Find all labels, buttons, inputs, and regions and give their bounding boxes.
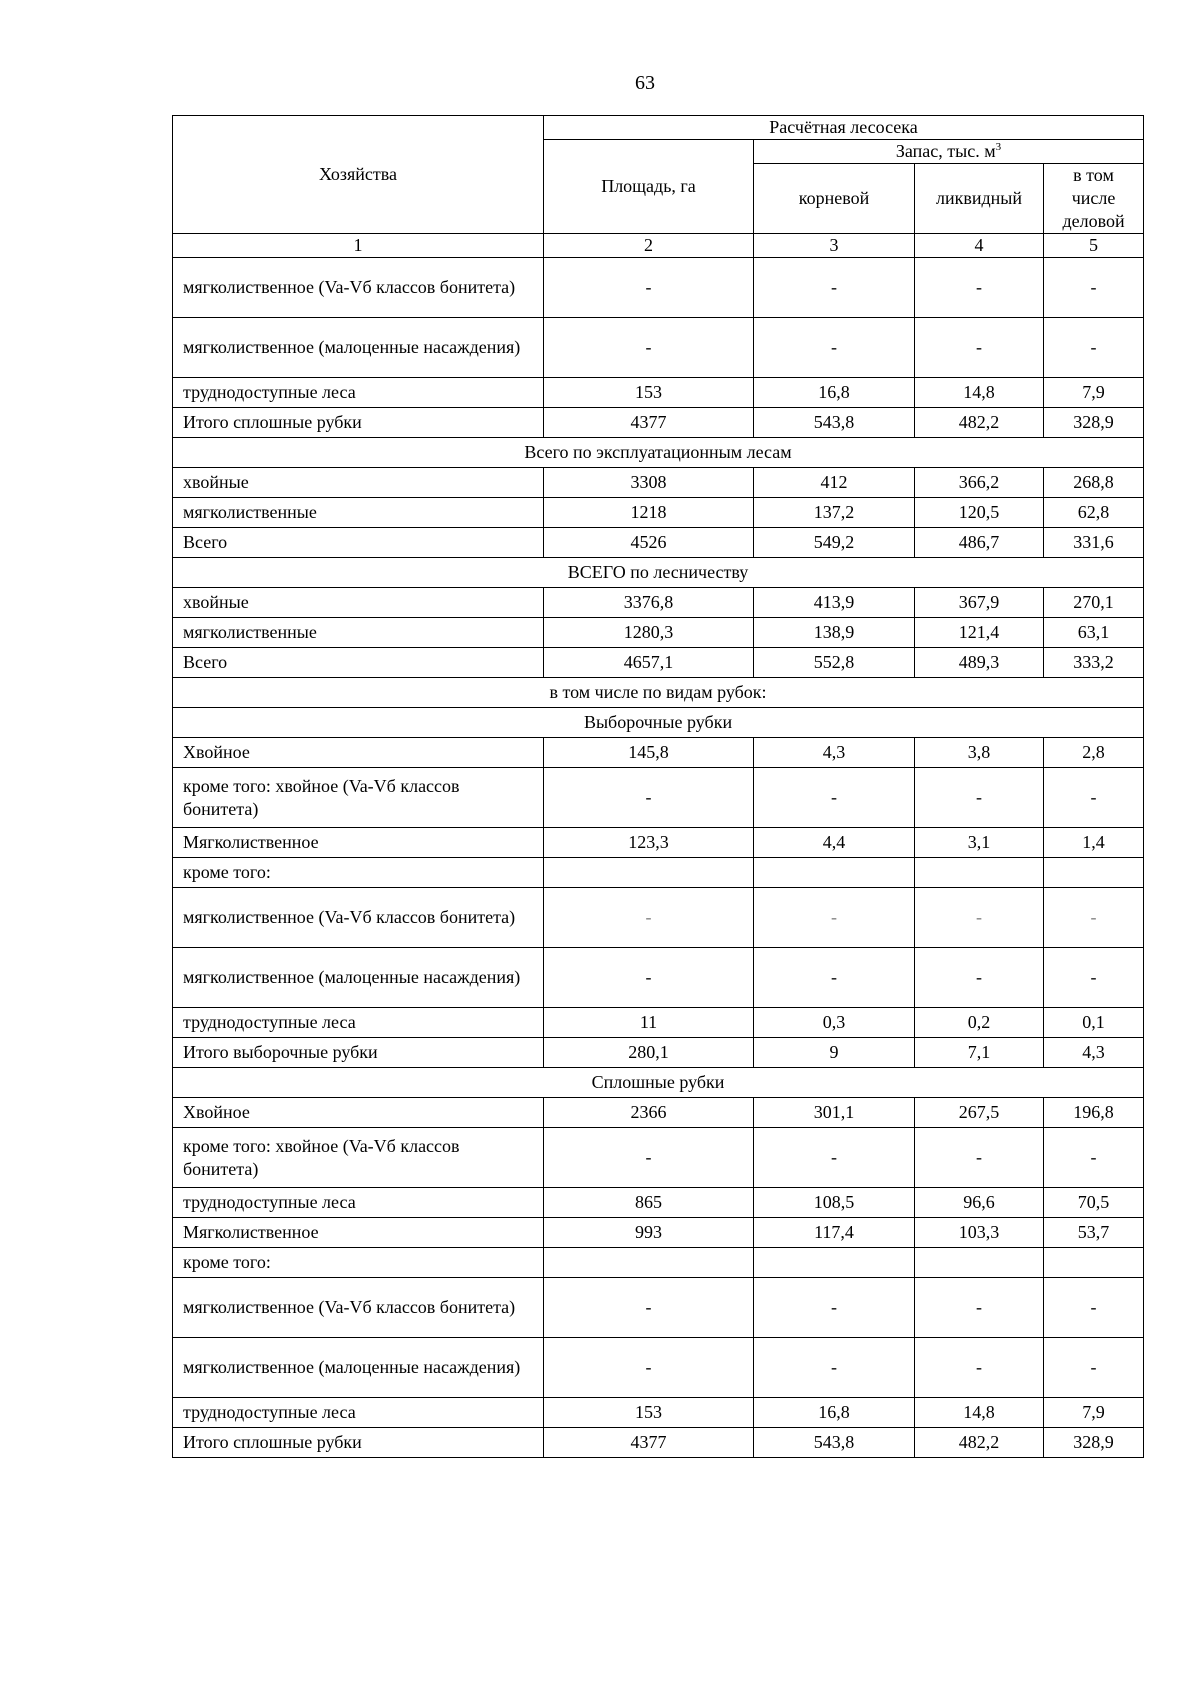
section-title: ВСЕГО по лесничеству	[173, 558, 1144, 588]
row-label: Мягколиственное	[173, 1218, 544, 1248]
table-row	[173, 318, 1144, 378]
commercial-stock-cell: 328,9	[1044, 1428, 1144, 1458]
commercial-stock-cell: 328,9	[1044, 408, 1144, 438]
commercial-stock-cell: 196,8	[1044, 1098, 1144, 1128]
row-label: труднодоступные леса	[173, 1008, 544, 1038]
row-label: Хвойное	[173, 1098, 544, 1128]
row-label: кроме того: хвойное (Va-Vб классов бонитета)	[173, 1128, 544, 1188]
liquid-stock-cell: 103,3	[915, 1218, 1044, 1248]
table-row	[173, 1098, 1144, 1128]
liquid-stock-cell: 482,2	[915, 1428, 1044, 1458]
area-cell: 153	[544, 1398, 754, 1428]
commercial-stock-cell: -	[1044, 1128, 1144, 1188]
row-label: Мягколиственное	[173, 828, 544, 858]
root-stock-cell	[754, 858, 915, 888]
row-label: кроме того: хвойное (Va-Vб классов бонитета)	[173, 768, 544, 828]
commercial-stock-cell: 4,3	[1044, 1038, 1144, 1068]
table-row	[173, 618, 1144, 648]
area-cell: 153	[544, 378, 754, 408]
commercial-stock-cell: -	[1044, 948, 1144, 1008]
row-label: мягколиственное (малоценные насаждения)	[173, 948, 544, 1008]
area-cell: -	[544, 1128, 754, 1188]
header-row-1	[173, 116, 1144, 140]
commercial-stock-cell: 331,6	[1044, 528, 1144, 558]
header-stock-sup: 3	[995, 141, 1002, 153]
area-cell: 4526	[544, 528, 754, 558]
liquid-stock-cell: 7,1	[915, 1038, 1044, 1068]
liquid-stock-cell: 96,6	[915, 1188, 1044, 1218]
liquid-stock-cell: -	[915, 318, 1044, 378]
table-row	[173, 528, 1144, 558]
root-stock-cell	[754, 1248, 915, 1278]
header-allowable-cut: Расчётная лесосека	[544, 116, 1144, 140]
table-row	[173, 888, 1144, 948]
table-row	[173, 468, 1144, 498]
header-stock-label: Запас, тыс. м	[895, 141, 996, 161]
area-cell: -	[544, 888, 754, 948]
row-label: мягколиственное (Va-Vб классов бонитета)	[173, 888, 544, 948]
table-row	[173, 378, 1144, 408]
liquid-stock-cell: -	[915, 768, 1044, 828]
area-cell: 145,8	[544, 738, 754, 768]
table-row	[173, 948, 1144, 1008]
area-cell: 4657,1	[544, 648, 754, 678]
area-cell: 1280,3	[544, 618, 754, 648]
root-stock-cell: 16,8	[754, 378, 915, 408]
liquid-stock-cell: 3,1	[915, 828, 1044, 858]
header-number-cell: 4	[915, 234, 1044, 258]
commercial-stock-cell: 53,7	[1044, 1218, 1144, 1248]
table-row	[173, 1428, 1144, 1458]
root-stock-cell: -	[754, 1128, 915, 1188]
root-stock-cell: 413,9	[754, 588, 915, 618]
table-row	[173, 1398, 1144, 1428]
root-stock-cell: -	[754, 1278, 915, 1338]
area-cell: 1218	[544, 498, 754, 528]
section-title: Всего по эксплуатационным лесам	[173, 438, 1144, 468]
section-row	[173, 708, 1144, 738]
commercial-stock-cell: 268,8	[1044, 468, 1144, 498]
liquid-stock-cell: 267,5	[915, 1098, 1044, 1128]
root-stock-cell: 4,4	[754, 828, 915, 858]
commercial-stock-cell: 7,9	[1044, 1398, 1144, 1428]
commercial-stock-cell: 333,2	[1044, 648, 1144, 678]
liquid-stock-cell: 489,3	[915, 648, 1044, 678]
root-stock-cell: 543,8	[754, 408, 915, 438]
area-cell: 4377	[544, 1428, 754, 1458]
root-stock-cell: 412	[754, 468, 915, 498]
table-row	[173, 588, 1144, 618]
root-stock-cell: 9	[754, 1038, 915, 1068]
header-stock	[754, 140, 1144, 164]
commercial-stock-cell: -	[1044, 1278, 1144, 1338]
liquid-stock-cell: 3,8	[915, 738, 1044, 768]
table-row	[173, 498, 1144, 528]
root-stock-cell: 117,4	[754, 1218, 915, 1248]
table-row	[173, 1278, 1144, 1338]
section-row	[173, 558, 1144, 588]
liquid-stock-cell: 486,7	[915, 528, 1044, 558]
commercial-stock-cell	[1044, 858, 1144, 888]
liquid-stock-cell: -	[915, 1128, 1044, 1188]
area-cell: -	[544, 1278, 754, 1338]
root-stock-cell: 552,8	[754, 648, 915, 678]
header-number-cell: 5	[1044, 234, 1144, 258]
liquid-stock-cell: 366,2	[915, 468, 1044, 498]
commercial-stock-cell: 62,8	[1044, 498, 1144, 528]
row-label: хвойные	[173, 588, 544, 618]
liquid-stock-cell	[915, 1248, 1044, 1278]
commercial-stock-cell: 270,1	[1044, 588, 1144, 618]
row-label: Итого сплошные рубки	[173, 1428, 544, 1458]
table-row	[173, 828, 1144, 858]
commercial-stock-cell: -	[1044, 888, 1144, 948]
liquid-stock-cell: -	[915, 948, 1044, 1008]
root-stock-cell: -	[754, 1338, 915, 1398]
liquid-stock-cell: 120,5	[915, 498, 1044, 528]
header-number-cell: 3	[754, 234, 915, 258]
table-row	[173, 1128, 1144, 1188]
root-stock-cell: -	[754, 768, 915, 828]
row-label: труднодоступные леса	[173, 1188, 544, 1218]
commercial-stock-cell	[1044, 1248, 1144, 1278]
row-label: мягколиственное (малоценные насаждения)	[173, 1338, 544, 1398]
commercial-stock-cell: 63,1	[1044, 618, 1144, 648]
table-row	[173, 258, 1144, 318]
root-stock-cell: 301,1	[754, 1098, 915, 1128]
liquid-stock-cell: -	[915, 888, 1044, 948]
row-label: Итого выборочные рубки	[173, 1038, 544, 1068]
section-title: Выборочные рубки	[173, 708, 1144, 738]
table-row	[173, 1338, 1144, 1398]
commercial-stock-cell: 2,8	[1044, 738, 1144, 768]
liquid-stock-cell: 121,4	[915, 618, 1044, 648]
liquid-stock-cell: -	[915, 258, 1044, 318]
row-label: Всего	[173, 528, 544, 558]
liquid-stock-cell: 367,9	[915, 588, 1044, 618]
root-stock-cell: 108,5	[754, 1188, 915, 1218]
table-row	[173, 408, 1144, 438]
section-row	[173, 678, 1144, 708]
commercial-stock-cell: -	[1044, 258, 1144, 318]
area-cell: 3376,8	[544, 588, 754, 618]
root-stock-cell: 0,3	[754, 1008, 915, 1038]
row-label: труднодоступные леса	[173, 378, 544, 408]
liquid-stock-cell: 0,2	[915, 1008, 1044, 1038]
table-row	[173, 1218, 1144, 1248]
table-row	[173, 1008, 1144, 1038]
row-label: Хвойное	[173, 738, 544, 768]
row-label: Итого сплошные рубки	[173, 408, 544, 438]
area-cell: 993	[544, 1218, 754, 1248]
section-row	[173, 438, 1144, 468]
commercial-stock-cell: 0,1	[1044, 1008, 1144, 1038]
root-stock-cell: 4,3	[754, 738, 915, 768]
header-root: корневой	[754, 164, 915, 234]
liquid-stock-cell: 482,2	[915, 408, 1044, 438]
header-number-cell: 1	[173, 234, 544, 258]
area-cell	[544, 858, 754, 888]
table-body	[173, 116, 1144, 1458]
area-cell: -	[544, 1338, 754, 1398]
liquid-stock-cell: -	[915, 1338, 1044, 1398]
section-title: в том числе по видам рубок:	[173, 678, 1144, 708]
root-stock-cell: -	[754, 258, 915, 318]
liquid-stock-cell	[915, 858, 1044, 888]
header-area: Площадь, га	[544, 140, 754, 234]
table-row	[173, 1038, 1144, 1068]
section-title: Сплошные рубки	[173, 1068, 1144, 1098]
header-liquid: ликвидный	[915, 164, 1044, 234]
area-cell: 3308	[544, 468, 754, 498]
section-row	[173, 1068, 1144, 1098]
area-cell: 865	[544, 1188, 754, 1218]
row-label: мягколиственные	[173, 618, 544, 648]
header-number-cell: 2	[544, 234, 754, 258]
table-row	[173, 768, 1144, 828]
row-label: мягколиственное (Va-Vб классов бонитета)	[173, 1278, 544, 1338]
page-number: 63	[635, 72, 655, 94]
header-farms: Хозяйства	[173, 116, 544, 234]
row-label: труднодоступные леса	[173, 1398, 544, 1428]
root-stock-cell: 543,8	[754, 1428, 915, 1458]
liquid-stock-cell: 14,8	[915, 1398, 1044, 1428]
area-cell: 123,3	[544, 828, 754, 858]
table-row	[173, 858, 1144, 888]
row-label: кроме того:	[173, 858, 544, 888]
area-cell: 11	[544, 1008, 754, 1038]
row-label: мягколиственное (Va-Vб классов бонитета)	[173, 258, 544, 318]
table-row	[173, 738, 1144, 768]
area-cell: -	[544, 318, 754, 378]
commercial-stock-cell: -	[1044, 318, 1144, 378]
table-row	[173, 1188, 1144, 1218]
commercial-stock-cell: 7,9	[1044, 378, 1144, 408]
area-cell: 280,1	[544, 1038, 754, 1068]
area-cell: -	[544, 948, 754, 1008]
area-cell: -	[544, 768, 754, 828]
root-stock-cell: -	[754, 888, 915, 948]
area-cell: 4377	[544, 408, 754, 438]
row-label: мягколиственное (малоценные насаждения)	[173, 318, 544, 378]
row-label: хвойные	[173, 468, 544, 498]
liquid-stock-cell: -	[915, 1278, 1044, 1338]
root-stock-cell: 138,9	[754, 618, 915, 648]
root-stock-cell: -	[754, 948, 915, 1008]
row-label: Всего	[173, 648, 544, 678]
liquid-stock-cell: 14,8	[915, 378, 1044, 408]
root-stock-cell: 16,8	[754, 1398, 915, 1428]
header-commercial: в том числе деловой	[1044, 164, 1144, 234]
header-numbers-row	[173, 234, 1144, 258]
commercial-stock-cell: -	[1044, 768, 1144, 828]
area-cell	[544, 1248, 754, 1278]
commercial-stock-cell: 1,4	[1044, 828, 1144, 858]
allowable-cut-table	[172, 115, 1144, 1458]
root-stock-cell: 549,2	[754, 528, 915, 558]
area-cell: -	[544, 258, 754, 318]
table-row	[173, 648, 1144, 678]
table-row	[173, 1248, 1144, 1278]
row-label: мягколиственные	[173, 498, 544, 528]
commercial-stock-cell: -	[1044, 1338, 1144, 1398]
commercial-stock-cell: 70,5	[1044, 1188, 1144, 1218]
root-stock-cell: -	[754, 318, 915, 378]
row-label: кроме того:	[173, 1248, 544, 1278]
area-cell: 2366	[544, 1098, 754, 1128]
root-stock-cell: 137,2	[754, 498, 915, 528]
